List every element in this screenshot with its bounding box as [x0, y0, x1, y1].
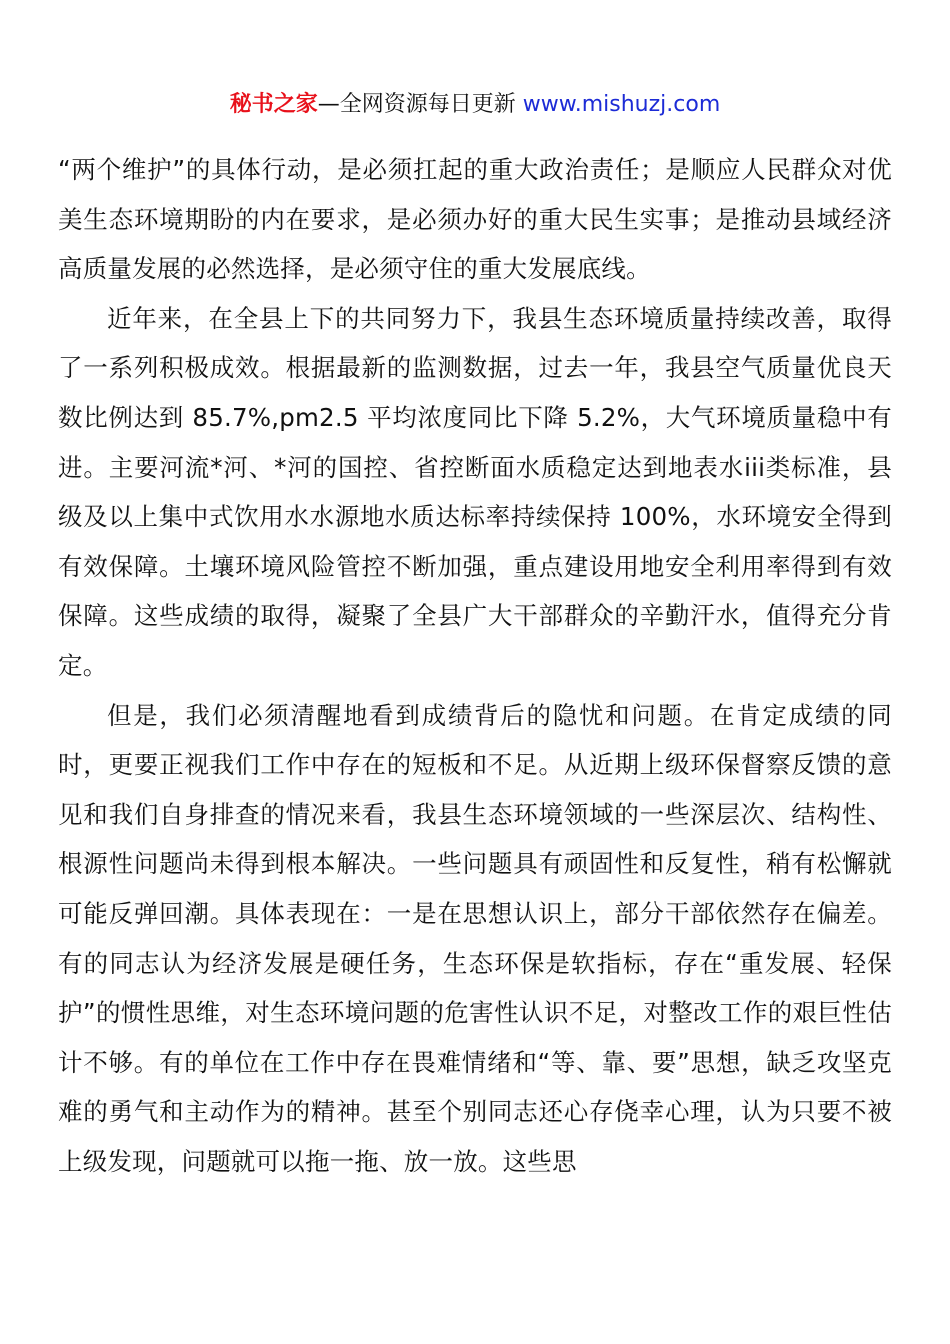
- brand-name: 秘书之家: [229, 92, 318, 117]
- page-header: [0, 88, 950, 122]
- paragraph-2: 近年来，在全县上下的共同努力下，我县生态环境质量持续改善，取得了一系列积极成效。根据最新的监测数据，过去一年，我县空气质量优良天数比例达到 85.7%,pm2.5 平均浓度同比下降 5.2%，大气环境质量稳中有进。主要河流*河、*河的国控、省控断面水质稳定达到地表水iii类标准，县级及以上集中式饮用水水源地水质达标率持续保持 100%，水环境安全得到有效保障。土壤环境风险管控不断加强，重点建设用地安全利用率得到有效保障。这些成绩的取得，凝聚了全县广大干部群众的辛勤汗水，值得充分肯定。: [58, 303, 892, 680]
- site-url-link[interactable]: www.mishuzj.com: [522, 92, 721, 117]
- paragraph-3: 但是，我们必须清醒地看到成绩背后的隐忧和问题。在肯定成绩的同时，更要正视我们工作中存在的短板和不足。从近期上级环保督察反馈的意见和我们自身排查的情况来看，我县生态环境领域的一些深层次、结构性、根源性问题尚未得到根本解决。一些问题具有顽固性和反复性，稍有松懈就可能反弹回潮。具体表现在：一是在思想认识上，部分干部依然存在偏差。有的同志认为经济发展是硬任务，生态环保是软指标，存在“重发展、轻保护”的惯性思维，对生态环境问题的危害性认识不足，对整改工作的艰巨性估计不够。有的单位在工作中存在畏难情绪和“等、靠、要”思想，缺乏攻坚克难的勇气和主动作为的精神。甚至个别同志还心存侥幸心理，认为只要不被上级发现，问题就可以拖一拖、放一放。这些思: [58, 700, 892, 1176]
- paragraph-1: “两个维护”的具体行动，是必须扛起的重大政治责任；是顺应人民群众对优美生态环境期盼的内在要求，是必须办好的重大民生实事；是推动县域经济高质量发展的必然选择，是必须守住的重大发展底线。: [58, 155, 892, 284]
- document-body: [58, 145, 892, 1186]
- header-tagline: —全网资源每日更新: [317, 92, 516, 117]
